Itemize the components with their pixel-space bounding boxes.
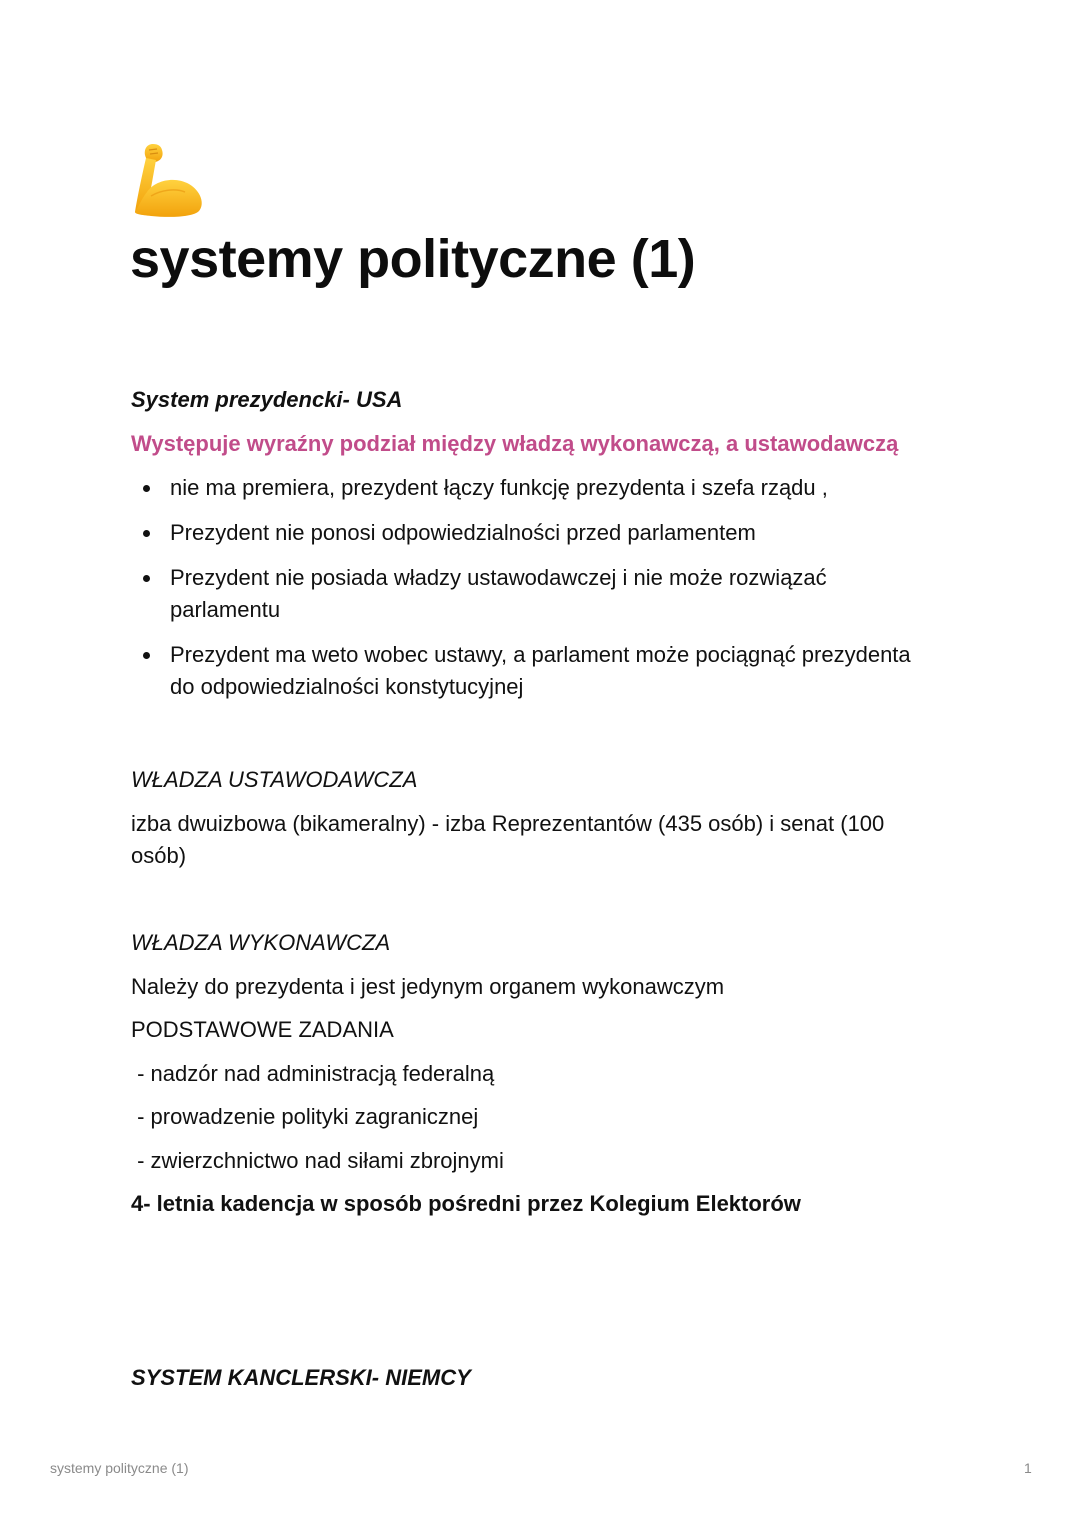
list-item-text: Prezydent nie ponosi odpowiedzialności przed parlamentem [170, 520, 756, 545]
bullet-icon [143, 575, 150, 582]
flexed-biceps-icon [131, 140, 211, 220]
list-item [131, 562, 931, 626]
highlight-statement: Występuje wyraźny podział między władzą wykonawczą, a ustawodawczą [131, 431, 899, 456]
list-item [131, 517, 931, 549]
list-item [131, 472, 931, 504]
term-statement: 4- letnia kadencja w sposób pośredni przez Kolegium Elektorów [131, 1191, 801, 1216]
executive-text: Należy do prezydenta i jest jedynym organem wykonawczym [131, 974, 725, 999]
list-item-text: nie ma premiera, prezydent łączy funkcję prezydenta i szefa rządu , [170, 475, 828, 500]
legislative-text-line-2: osób) [131, 843, 187, 868]
task-item: - prowadzenie polityki zagranicznej [131, 1104, 479, 1129]
legislative-heading: WŁADZA USTAWODAWCZA [131, 767, 418, 792]
legislative-text-line-1: izba dwuizbowa (bikameralny) - izba Reprezentantów (435 osób) i senat (100 [131, 811, 885, 836]
executive-heading: WŁADZA WYKONAWCZA [131, 930, 391, 955]
bullet-icon [143, 485, 150, 492]
footer-page-number: 1 [1024, 1460, 1032, 1476]
task-item: - nadzór nad administracją federalną [131, 1061, 495, 1086]
list-item [131, 639, 931, 703]
list-item-text: Prezydent nie posiada władzy ustawodawczej i nie może rozwiązać parlamentu [170, 565, 827, 622]
section-heading-chancellor: SYSTEM KANCLERSKI- NIEMCY [131, 1365, 471, 1390]
list-item-text: Prezydent ma weto wobec ustawy, a parlament może pociągnąć prezydenta do odpowiedzialności konstytucyjnej [170, 642, 911, 699]
bullet-list [131, 472, 931, 716]
section-heading-presidential: System prezydencki- USA [131, 387, 403, 412]
footer-doc-name: systemy polityczne (1) [50, 1460, 189, 1476]
bullet-icon [143, 530, 150, 537]
task-item: - zwierzchnictwo nad siłami zbrojnymi [131, 1148, 504, 1173]
bullet-icon [143, 652, 150, 659]
page-title: systemy polityczne (1) [130, 229, 696, 289]
tasks-heading: PODSTAWOWE ZADANIA [131, 1017, 394, 1042]
